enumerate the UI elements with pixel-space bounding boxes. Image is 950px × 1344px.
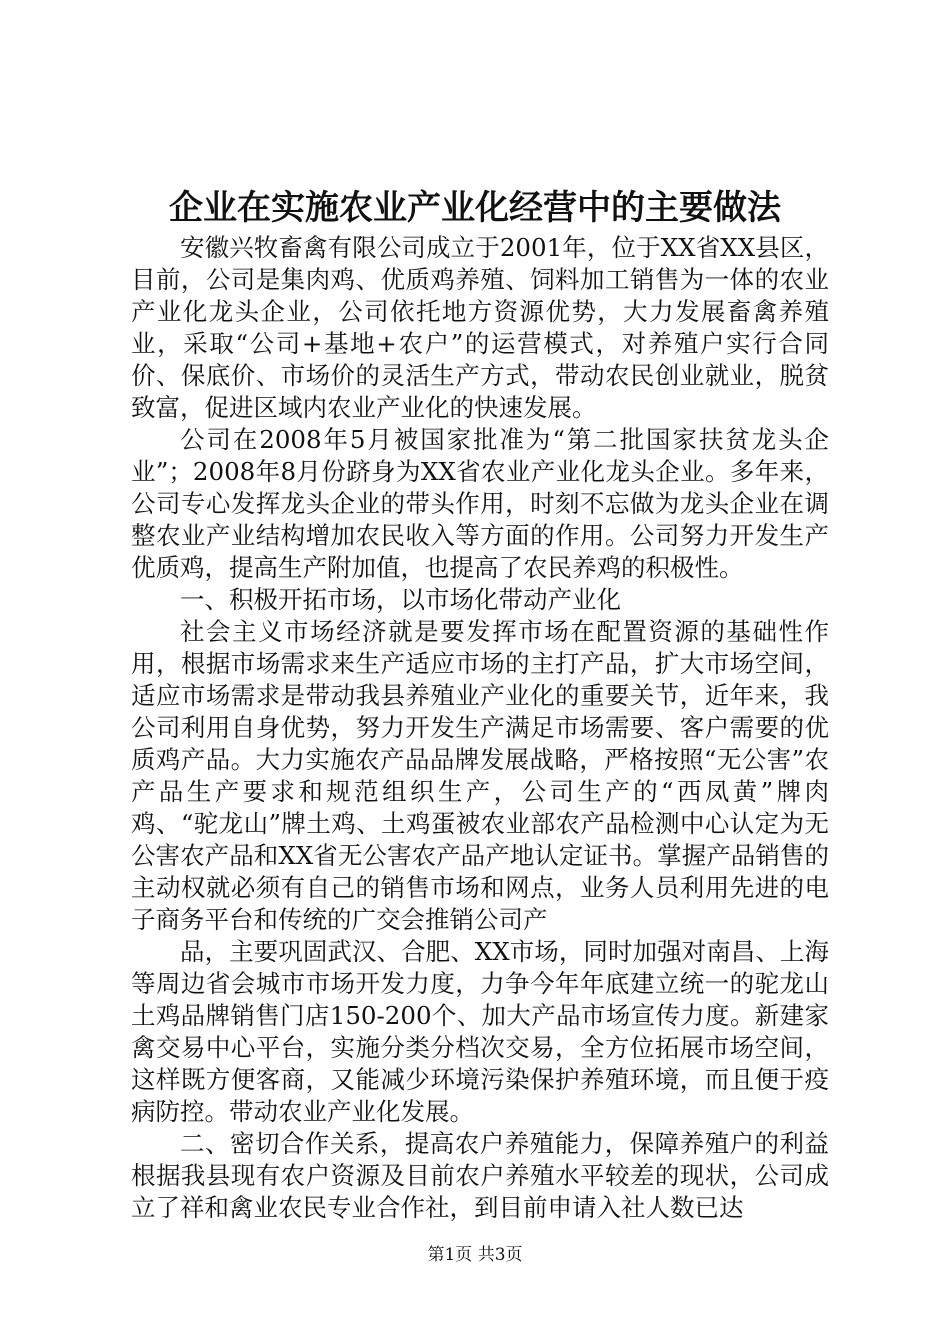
section-heading: 一、积极开拓市场，以市场化带动产业化 — [180, 585, 621, 614]
paragraph: 公司在2008年5月被国家批准为“第二批国家扶贫龙头企业”；2008年8月份跻身为XX省农业产业化龙头企业。多年来，公司专心发挥龙头企业的带头作用，时刻不忘做为龙头企业在调整农业产业结构增加农民收入等方面的作用。公司努力开发生产优质鸡，提高生产附加值，也提高了农民养鸡的积极性。 — [131, 425, 829, 582]
paragraph: 社会主义市场经济就是要发挥市场在配置资源的基础性作用，根据市场需求来生产适应市场的主打产品，扩大市场空间，适应市场需求是带动我县养殖业产业化的重要关节，近年来，我公司利用自身优势，努力开发生产满足市场需要、客户需要的优质鸡产品。大力实施农产品品牌发展战略，严格按照“无公害”农产品生产要求和规范组织生产，公司生产的“西凤黄”牌肉鸡、“驼龙山”牌土鸡、土鸡蛋被农业部农产品检测中心认定为无公害农产品和XX省无公害农产品产地认定证书。掌握产品销售的主动权就必须有自己的销售市场和网点，业务人员利用先进的电子商务平台和传统的广交会推销公司产 — [131, 617, 829, 934]
paragraph: 安徽兴牧畜禽有限公司成立于2001年，位于XX省XX县区，目前，公司是集肉鸡、优质鸡养殖、饲料加工销售为一体的农业产业化龙头企业，公司依托地方资源优势，大力发展畜禽养殖业，采取“公司+基地+农户”的运营模式，对养殖户实行合同价、保底价、市场价的灵活生产方式，带动农民创业就业，脱贫致富，促进区域内农业产业化的快速发展。 — [131, 233, 829, 422]
document-body — [131, 232, 829, 1224]
paragraph: 品，主要巩固武汉、合肥、XX市场，同时加强对南昌、上海等周边省会城市市场开发力度，力争今年年底建立统一的驼龙山土鸡品牌销售门店150-200个、加大产品市场宣传力度。新建家禽交易中心平台，实施分类分档次交易，全方位拓展市场空间，这样既方便客商，又能减少环境污染保护养殖环境，而且便于疫病防控。带动农业产业化发展。 — [131, 937, 829, 1126]
section-heading: 二、密切合作关系，提高农户养殖能力，保障养殖户的利益根据我县现有农户资源及目前农户养殖水平较差的现状，公司成立了祥和禽业农民专业合作社，到目前申请入社人数已达 — [131, 1129, 829, 1222]
document-title: 企业在实施农业产业化经营中的主要做法 — [169, 188, 781, 228]
page-number-footer: 第1页 共3页 — [427, 1245, 523, 1265]
